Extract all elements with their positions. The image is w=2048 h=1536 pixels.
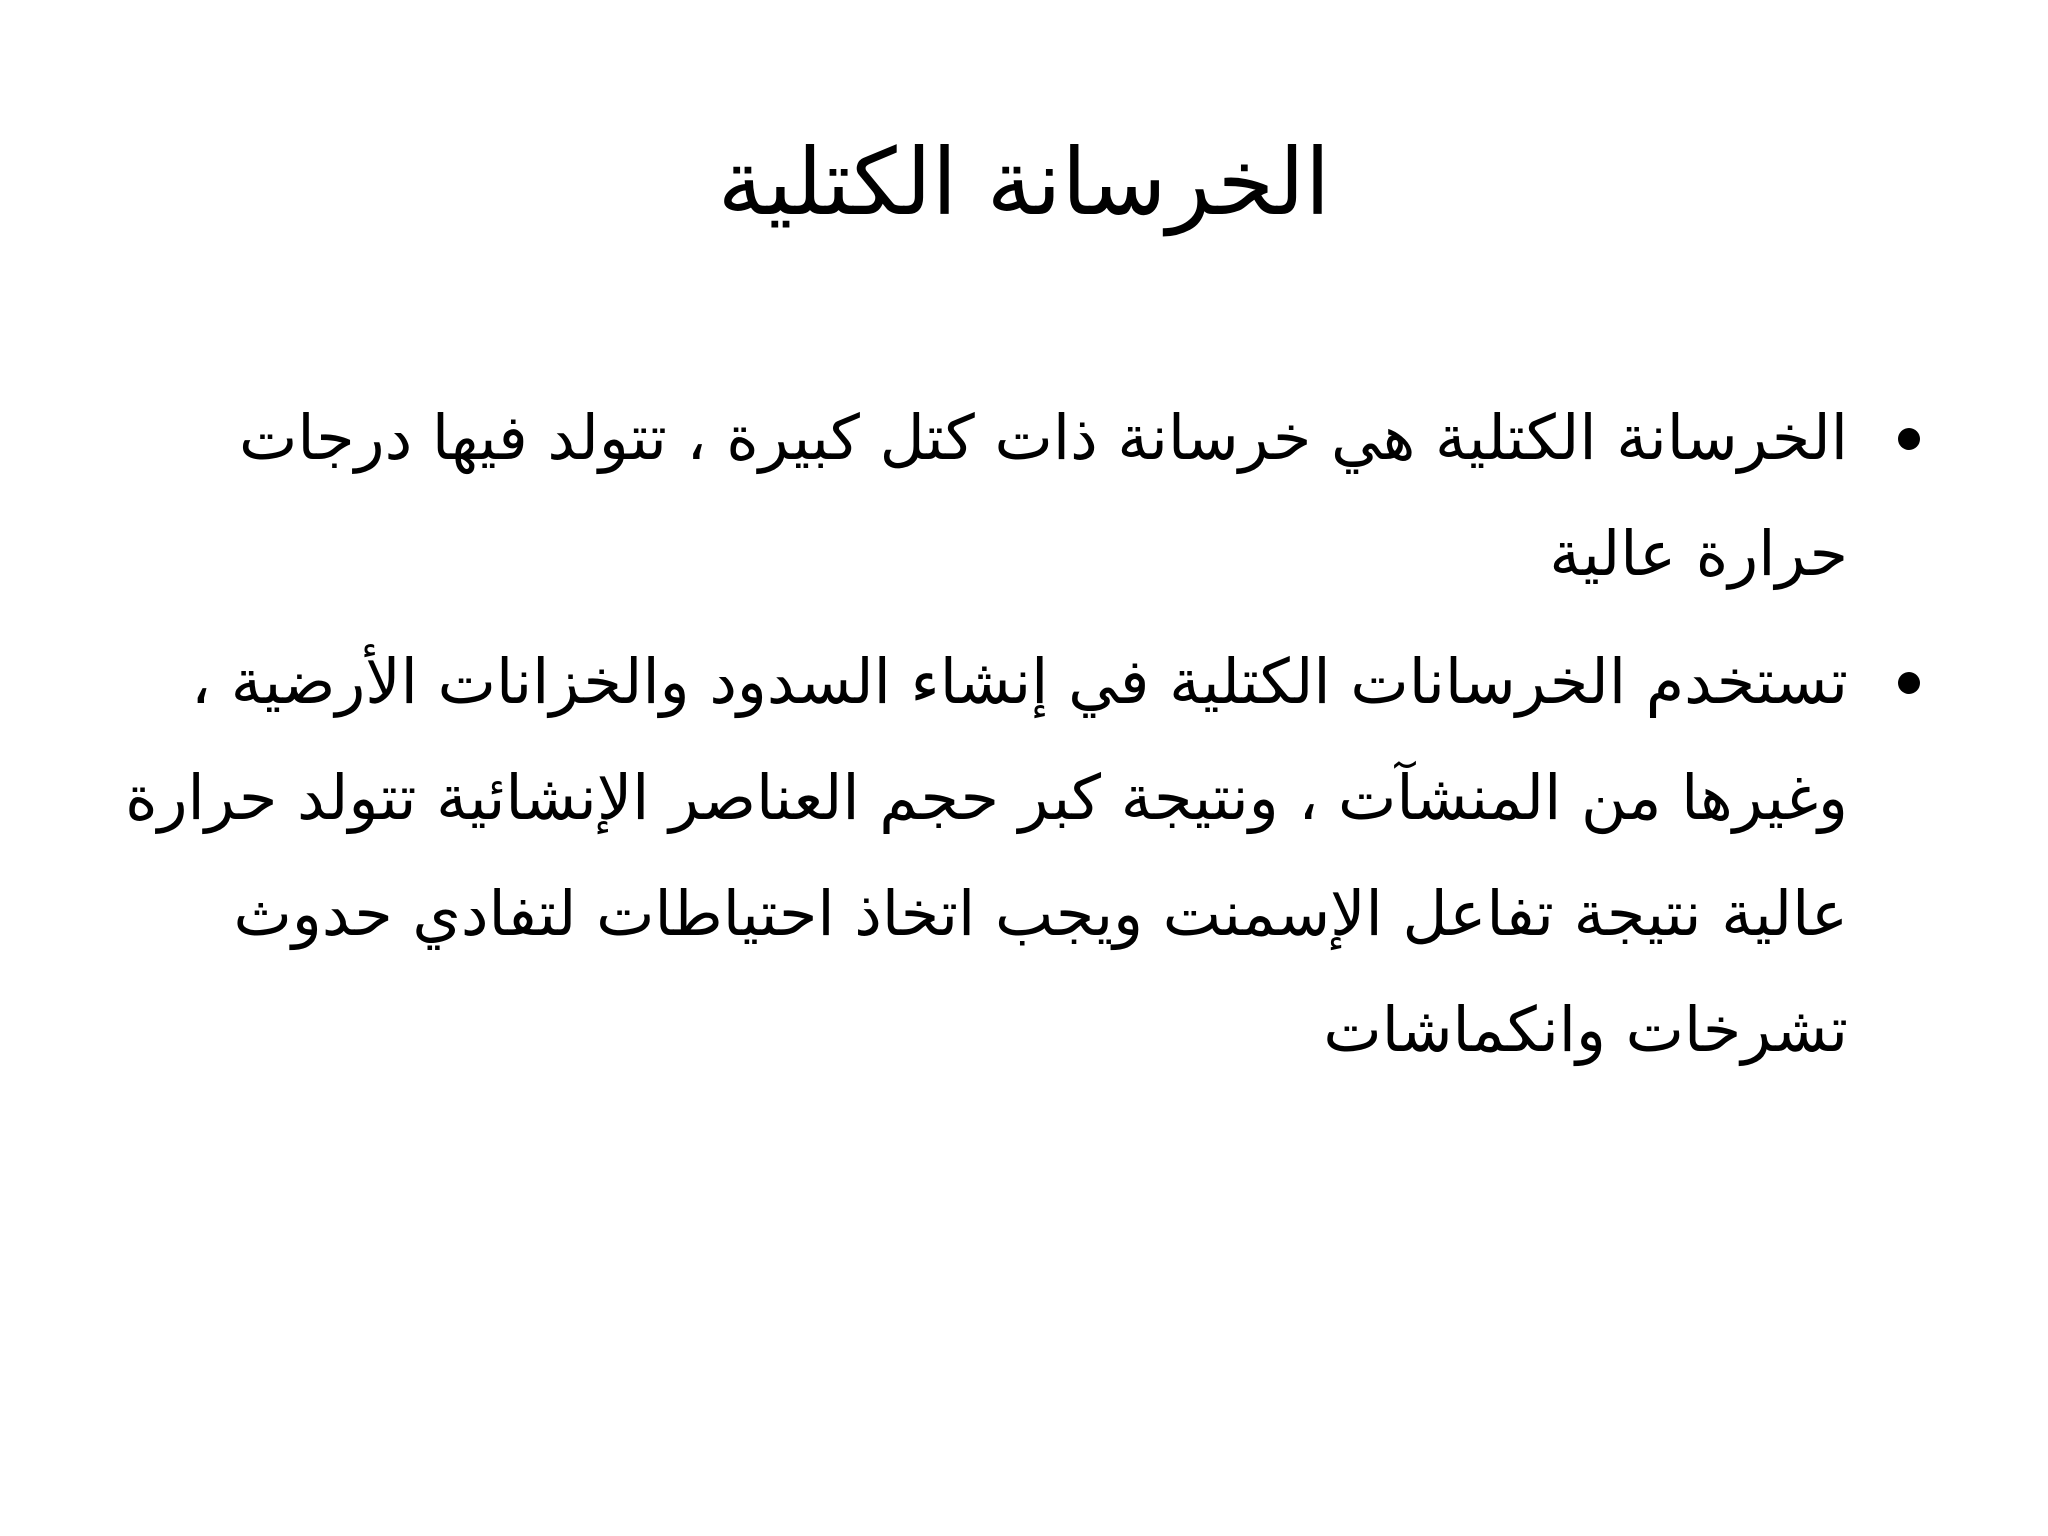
- bullet-text: الخرسانة الكتلية هي خرسانة ذات كتل كبيرة ، تتولد فيها درجات حرارة عالية: [239, 401, 1848, 590]
- bullet-dot-icon: [1898, 672, 1920, 694]
- bullet-item: [108, 624, 1938, 1088]
- slide-title: الخرسانة الكتلية: [717, 129, 1331, 236]
- bullet-list: [108, 380, 1938, 1100]
- bullet-item: [108, 380, 1938, 612]
- bullet-dot-icon: [1898, 428, 1920, 450]
- bullet-text: تستخدم الخرسانات الكتلية في إنشاء السدود والخزانات الأرضية ، وغيرها من المنشآت ، ونتيجة كبر حجم العناصر الإنشائية تتولد حرارة عالية نتيجة تفاعل الإسمنت ويجب اتخاذ احتياطات لتفادي حدوث تشرخات وانكماشات: [125, 645, 1848, 1066]
